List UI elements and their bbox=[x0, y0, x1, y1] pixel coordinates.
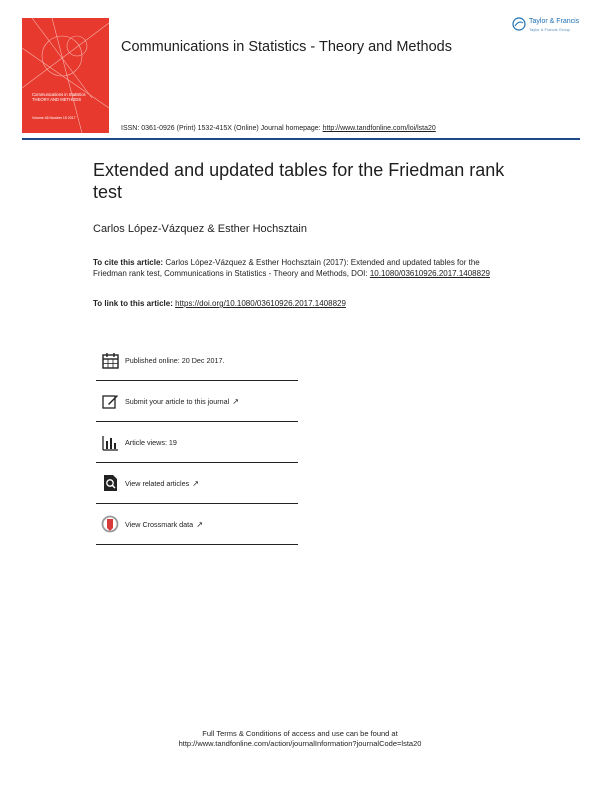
journal-cover-image bbox=[22, 18, 109, 133]
doi-link[interactable]: 10.1080/03610926.2017.1408829 bbox=[369, 269, 490, 278]
journal-title: Communications in Statistics - Theory and Methods bbox=[121, 39, 452, 55]
submit-article-link[interactable]: Submit your article to this journal bbox=[125, 396, 230, 406]
search-icon bbox=[100, 473, 120, 493]
article-meta-list bbox=[96, 340, 298, 545]
meta-article-views bbox=[96, 422, 298, 463]
footer-terms-link[interactable]: http://www.tandfonline.com/action/journalInformation?journalCode=lsta20 bbox=[178, 739, 422, 748]
header-rule bbox=[22, 138, 580, 140]
publisher-logo-icon bbox=[512, 17, 526, 31]
article-title: Extended and updated tables for the Friedman rank test bbox=[93, 160, 505, 202]
published-date: Published online: 20 Dec 2017. bbox=[125, 355, 225, 365]
journal-homepage-link[interactable]: http://www.tandfonline.com/loi/lsta20 bbox=[322, 125, 436, 132]
external-link-icon: ↗ bbox=[232, 396, 239, 406]
meta-crossmark[interactable] bbox=[96, 504, 298, 545]
cover-meta: Volume 46 Number 15 2017 bbox=[32, 116, 76, 120]
article-views: Article views: 19 bbox=[125, 437, 177, 447]
edit-icon bbox=[100, 391, 120, 411]
link-label: To link to this article: bbox=[93, 299, 176, 308]
related-articles-link[interactable]: View related articles bbox=[125, 478, 190, 488]
article-authors: Carlos López-Vázquez & Esther Hochsztain bbox=[93, 223, 307, 235]
footer-terms-text: Full Terms & Conditions of access and use can be found at bbox=[202, 729, 398, 738]
publisher-name: Taylor & Francis bbox=[529, 18, 580, 25]
footer bbox=[0, 729, 600, 749]
bar-chart-icon bbox=[100, 432, 120, 452]
crossmark-icon bbox=[100, 514, 120, 534]
cover-title: Communications in Statistics THEORY AND METHODS bbox=[32, 92, 86, 102]
external-link-icon: ↗ bbox=[192, 478, 199, 488]
citation-block bbox=[93, 257, 503, 279]
article-doi-url[interactable]: https://doi.org/10.1080/03610926.2017.1408829 bbox=[175, 299, 346, 308]
meta-submit-article[interactable] bbox=[96, 381, 298, 422]
citation-label: To cite this article: bbox=[93, 258, 166, 267]
calendar-icon bbox=[100, 350, 120, 370]
meta-related-articles[interactable] bbox=[96, 463, 298, 504]
external-link-icon: ↗ bbox=[196, 519, 203, 529]
issn-text: ISSN: 0361-0926 (Print) 1532-415X (Online) Journal homepage: bbox=[121, 125, 323, 132]
publisher-tagline: Taylor & Francis Group bbox=[529, 27, 570, 32]
issn-line bbox=[121, 125, 436, 132]
crossmark-link[interactable]: View Crossmark data bbox=[125, 519, 194, 529]
meta-published bbox=[96, 340, 298, 381]
publisher-logo[interactable] bbox=[512, 16, 582, 40]
citation-text: Carlos López-Vázquez & Esther Hochsztain (2017): Extended and updated tables for the Friedman rank test, Communications in Statistics - Theory and Methods, DOI: bbox=[93, 258, 480, 278]
article-link-line bbox=[93, 299, 346, 308]
